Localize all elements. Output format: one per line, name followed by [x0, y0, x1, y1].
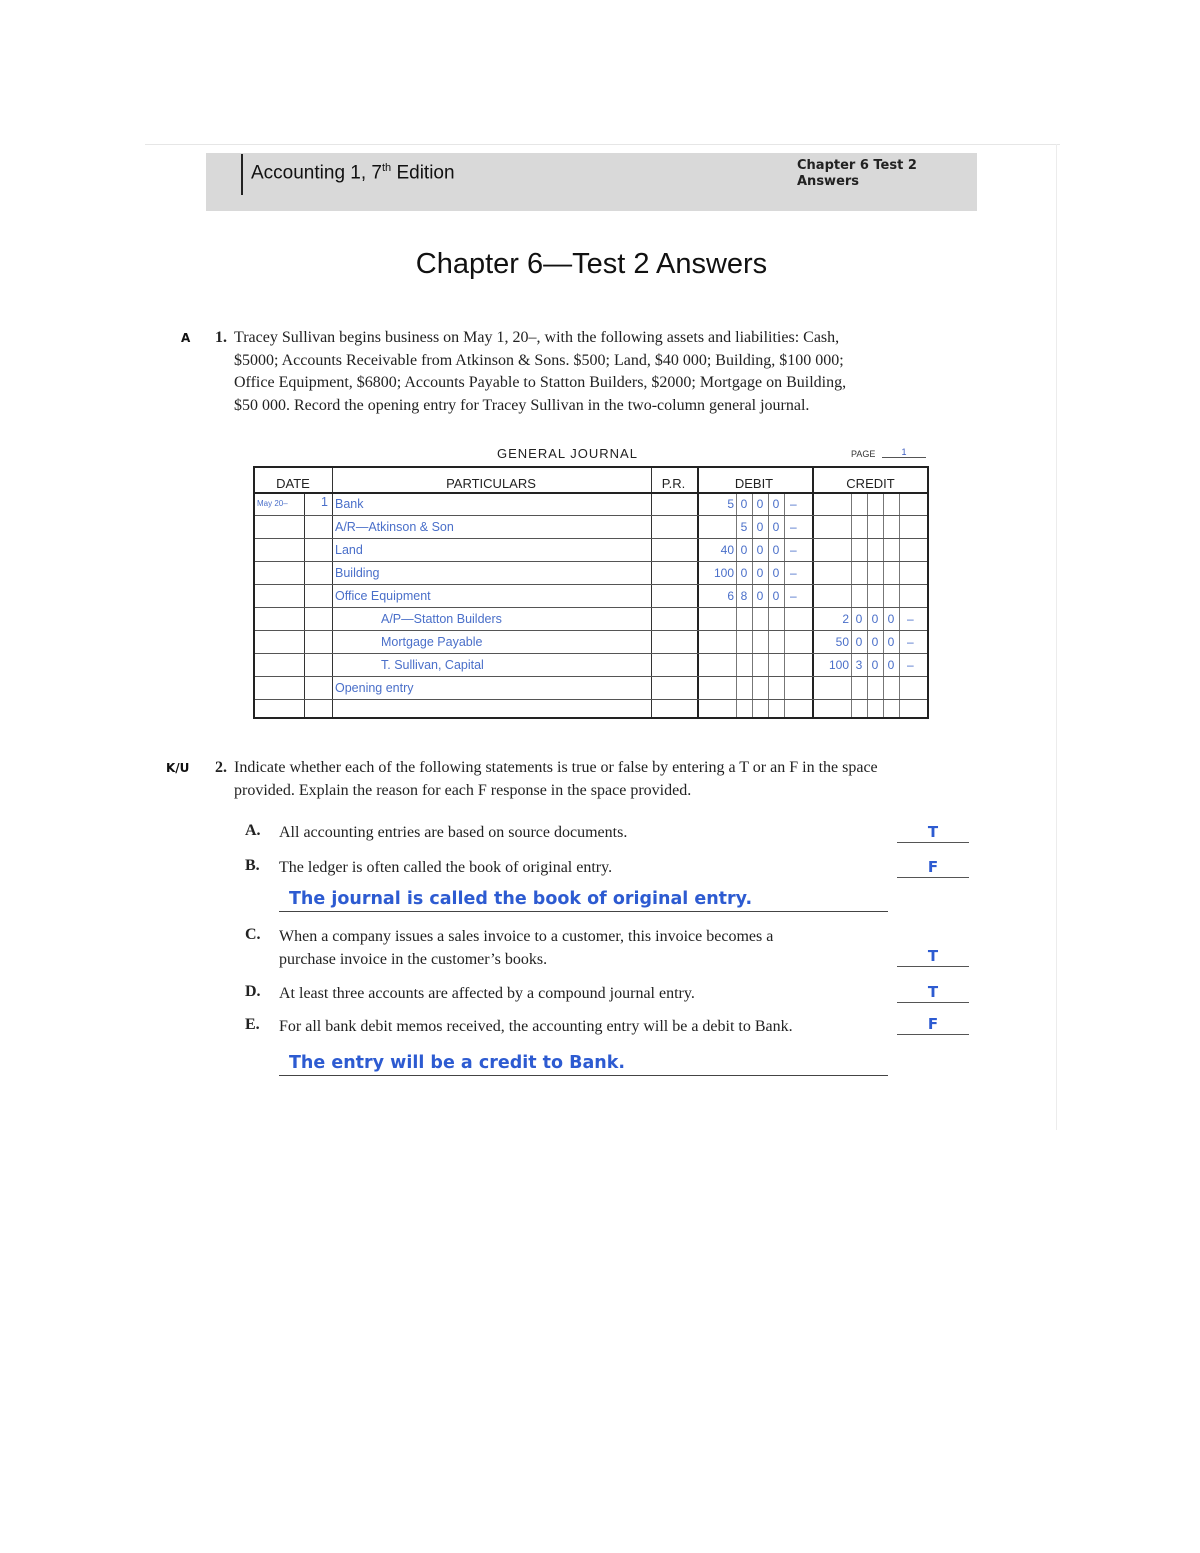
- column-header-credit: CREDIT: [846, 476, 895, 491]
- amount-digit: 0: [855, 612, 863, 626]
- column-header-particulars: PARTICULARS: [446, 476, 536, 491]
- amount-digit: 0: [772, 520, 780, 534]
- cents-dash: –: [790, 566, 797, 580]
- amount-digit: 100: [828, 658, 849, 672]
- amount-digit: 0: [871, 612, 879, 626]
- journal-particulars: Building: [335, 566, 380, 580]
- journal-particulars: Land: [335, 543, 363, 557]
- explanation-field[interactable]: The entry will be a credit to Bank.: [279, 1051, 888, 1076]
- amount-digit: 0: [756, 543, 764, 557]
- amount-digit: 100: [713, 566, 734, 580]
- digit-divider: [851, 492, 852, 717]
- item-letter: E.: [245, 1016, 260, 1033]
- amount-digit: 5: [727, 497, 734, 511]
- amount-digit: 0: [740, 566, 748, 580]
- amount-digit: 2: [842, 612, 849, 626]
- page-number: 1: [882, 447, 926, 458]
- amount-digit: 3: [855, 658, 863, 672]
- item-statement: When a company issues a sales invoice to a customer, this invoice becomes a purchase invoice in the customer’s books.: [279, 928, 774, 968]
- question-text: Tracey Sullivan begins business on May 1, 20–, with the following assets and liabilities: Cash, $5000; Accounts Receivable from Atkinson & Sons. $500; Land, $40 000; Building, $100 000; Office Equipment, $6800; Accounts Payable to Statton Builders, $2000; Mortgage on Building, $50 000. Record the opening entry for Tracey Sullivan in the two-column general journal.: [234, 329, 847, 414]
- journal-particulars: A/R—Atkinson & Son: [335, 520, 454, 534]
- amount-digit: 40: [720, 543, 734, 557]
- amount-digit: 0: [772, 543, 780, 557]
- cents-dash: –: [907, 612, 914, 626]
- item-letter: A.: [245, 822, 261, 839]
- cents-dash: –: [790, 543, 797, 557]
- amount-digit: 0: [871, 658, 879, 672]
- digit-divider: [883, 492, 884, 717]
- question-number: 1.: [215, 329, 227, 346]
- answer-field[interactable]: T: [897, 982, 969, 1003]
- header-divider: [241, 154, 243, 195]
- amount-digit: 0: [756, 497, 764, 511]
- item-statement: All accounting entries are based on source documents.: [279, 824, 628, 841]
- column-header-date: DATE: [276, 476, 310, 491]
- page-title: Chapter 6—Test 2 Answers: [415, 248, 768, 280]
- answer-field[interactable]: F: [897, 857, 969, 878]
- page-header: [206, 153, 977, 211]
- journal-particulars: Mortgage Payable: [381, 635, 483, 649]
- column-divider: [332, 468, 333, 717]
- amount-digit: 0: [871, 635, 879, 649]
- row-divider: [255, 676, 927, 677]
- digit-divider: [867, 492, 868, 717]
- question-category-marker: K/U: [166, 761, 190, 775]
- item-letter: D.: [245, 983, 261, 1000]
- book-title: Accounting 1, 7th Edition: [251, 162, 455, 184]
- amount-digit: 0: [887, 612, 895, 626]
- item-statement: At least three accounts are affected by a compound journal entry.: [279, 985, 695, 1002]
- amount-digit: 0: [772, 566, 780, 580]
- chapter-label: Chapter 6 Test 2 Answers: [797, 158, 917, 189]
- journal-particulars: Opening entry: [335, 681, 414, 695]
- journal-particulars: Bank: [335, 497, 364, 511]
- item-letter: C.: [245, 926, 261, 943]
- header-divider: [255, 492, 927, 494]
- row-divider: [255, 538, 927, 539]
- amount-digit: 0: [772, 589, 780, 603]
- page-edge: [1056, 144, 1057, 1130]
- amount-digit: 0: [772, 497, 780, 511]
- row-divider: [255, 584, 927, 585]
- row-divider: [255, 515, 927, 516]
- amount-digit: 50: [835, 635, 849, 649]
- cents-dash: –: [907, 658, 914, 672]
- item-letter: B.: [245, 857, 260, 874]
- cents-dash: –: [790, 497, 797, 511]
- column-header-pr: P.R.: [661, 476, 686, 491]
- item-statement: The ledger is often called the book of original entry.: [279, 859, 613, 876]
- column-divider: [812, 468, 814, 717]
- journal-particulars: T. Sullivan, Capital: [381, 658, 484, 672]
- column-divider: [304, 492, 305, 717]
- journal-title: GENERAL JOURNAL: [497, 446, 638, 461]
- answer-field[interactable]: T: [897, 822, 969, 843]
- answer-field[interactable]: F: [897, 1014, 969, 1035]
- explanation-field[interactable]: The journal is called the book of original entry.: [279, 887, 888, 912]
- amount-digit: 0: [756, 589, 764, 603]
- row-divider: [255, 607, 927, 608]
- column-divider: [651, 468, 652, 717]
- column-header-debit: DEBIT: [734, 476, 774, 491]
- amount-digit: 0: [887, 635, 895, 649]
- date-month: May 20–: [257, 499, 288, 508]
- answer-field[interactable]: T: [897, 946, 969, 967]
- row-divider: [255, 653, 927, 654]
- row-divider: [255, 561, 927, 562]
- page-label: PAGE: [851, 449, 876, 459]
- amount-digit: 5: [740, 520, 748, 534]
- date-day: 1: [321, 495, 328, 509]
- journal-particulars: A/P—Statton Builders: [381, 612, 502, 626]
- amount-digit: 8: [740, 589, 748, 603]
- amount-digit: 0: [855, 635, 863, 649]
- question-text: Indicate whether each of the following statements is true or false by entering a T or an F in the space provided. Explain the reason for each F response in the space provided.: [234, 759, 878, 799]
- amount-digit: 0: [740, 543, 748, 557]
- cents-dash: –: [907, 635, 914, 649]
- cents-dash: –: [790, 589, 797, 603]
- amount-digit: 0: [756, 566, 764, 580]
- general-journal-table: [253, 466, 929, 719]
- digit-divider: [899, 492, 900, 717]
- question-category-marker: A: [181, 331, 191, 345]
- item-statement: For all bank debit memos received, the accounting entry will be a debit to Bank.: [279, 1018, 793, 1035]
- amount-digit: 6: [727, 589, 734, 603]
- row-divider: [255, 699, 927, 700]
- page-edge: [145, 144, 1060, 145]
- amount-digit: 0: [740, 497, 748, 511]
- amount-digit: 0: [887, 658, 895, 672]
- question-number: 2.: [215, 759, 227, 776]
- cents-dash: –: [790, 520, 797, 534]
- row-divider: [255, 630, 927, 631]
- digit-divider: [784, 492, 785, 717]
- journal-particulars: Office Equipment: [335, 589, 431, 603]
- amount-digit: 0: [756, 520, 764, 534]
